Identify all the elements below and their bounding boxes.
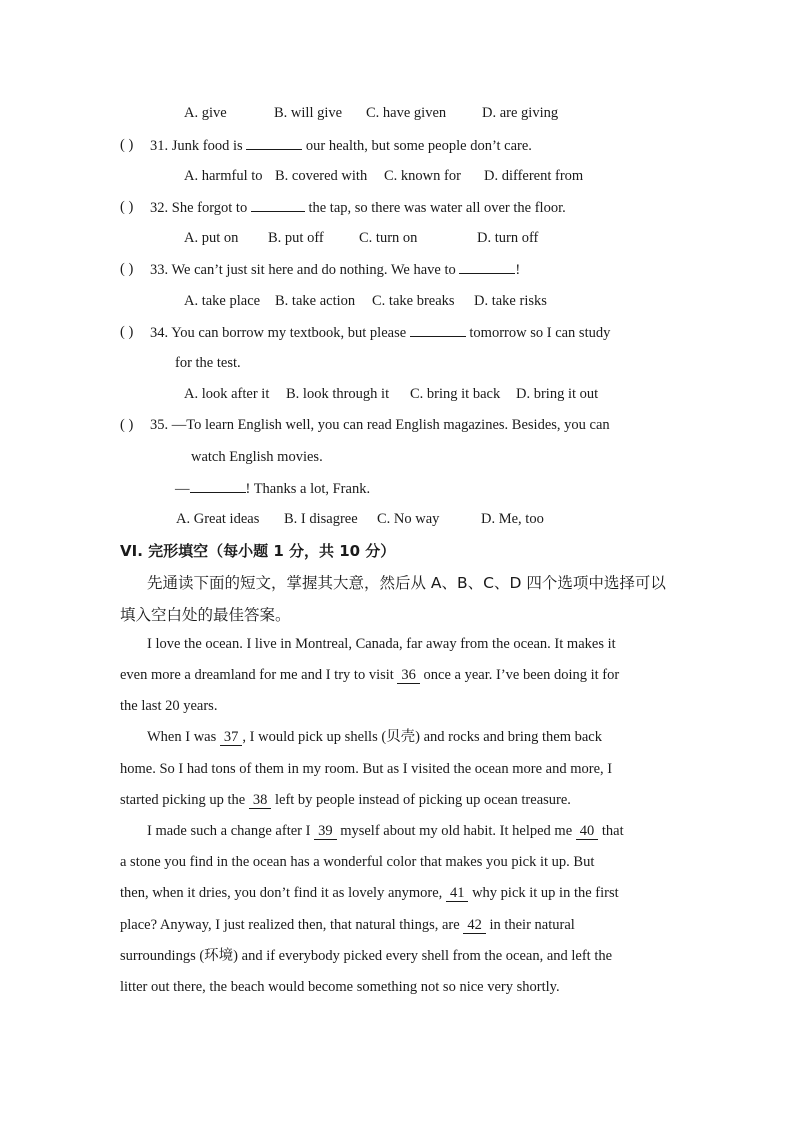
passage-text: once a year. I’ve been doing it for — [423, 667, 620, 683]
q34-option-d: D. bring it out — [516, 386, 599, 402]
question-32 — [150, 198, 566, 217]
q31-option-c: C. known for — [384, 168, 461, 184]
q30-option-b: B. will give — [274, 105, 343, 121]
passage-text: place? Anyway, I just realized then, that natural things, are — [120, 917, 460, 933]
question-33 — [150, 260, 520, 279]
answer-blank — [246, 136, 302, 150]
q30-option-a: A. give — [184, 105, 227, 121]
question-text: ! — [515, 262, 521, 278]
q33-option-d: D. take risks — [474, 293, 547, 309]
q31-option-a: A. harmful to — [184, 168, 263, 184]
question-number: 33. — [150, 262, 169, 278]
question-text: Junk food is — [171, 138, 243, 154]
passage-line: I love the ocean. I live in Montreal, Canada, far away from the ocean. It makes it — [147, 636, 616, 652]
q34-option-c: C. bring it back — [410, 386, 501, 402]
question-text: the tap, so there was water all over the floor. — [308, 200, 566, 216]
passage-line — [120, 791, 571, 809]
blank-number: 38 — [249, 793, 272, 809]
q33-option-b: B. take action — [275, 293, 356, 309]
q34-option-b: B. look through it — [286, 386, 390, 402]
q35-option-d: D. Me, too — [481, 511, 544, 527]
blank-number: 41 — [446, 886, 469, 902]
question-continuation: watch English movies. — [191, 449, 323, 465]
passage-text: then, when it dries, you don’t find it as lovely anymore, — [120, 885, 443, 901]
q34-option-a: A. look after it — [184, 386, 270, 402]
section-instruction: 先通读下面的短文，掌握其大意，然后从 A、B、C、D 四个选项中选择可以 — [147, 574, 666, 592]
q35-option-a: A. Great ideas — [176, 511, 260, 527]
answer-paren: ( ) — [120, 261, 134, 277]
question-number: 32. — [150, 200, 169, 216]
blank-number: 36 — [397, 668, 420, 684]
passage-text: I made such a change after I — [147, 823, 311, 839]
answer-blank — [459, 260, 515, 274]
q30-option-c: C. have given — [366, 105, 447, 121]
question-35-reply — [175, 479, 370, 498]
q32-option-d: D. turn off — [477, 230, 539, 246]
passage-text: started picking up the — [120, 792, 246, 808]
question-text: —To learn English well, you can read English magazines. Besides, you can — [171, 417, 610, 433]
reply-text: ! Thanks a lot, Frank. — [245, 481, 371, 497]
passage-line: surroundings (环境) and if everybody picked every shell from the ocean, and left the — [120, 948, 613, 964]
question-continuation: for the test. — [175, 355, 241, 371]
section-title: VI. 完形填空（每小题 1 分，共 10 分） — [120, 542, 396, 560]
q35-option-c: C. No way — [377, 511, 440, 527]
question-text: You can borrow my textbook, but please — [171, 325, 407, 341]
answer-blank — [251, 198, 305, 212]
passage-text: that — [601, 823, 624, 839]
passage-text: why pick it up in the first — [472, 885, 619, 901]
question-text: She forgot to — [171, 200, 248, 216]
dash: — — [175, 481, 190, 497]
question-text: We can’t just sit here and do nothing. We have to — [171, 262, 456, 278]
blank-number: 42 — [463, 918, 486, 934]
passage-line — [120, 916, 575, 934]
blank-number: 40 — [576, 824, 599, 840]
q32-option-b: B. put off — [268, 230, 324, 246]
question-34 — [150, 323, 610, 342]
q33-option-a: A. take place — [184, 293, 261, 309]
passage-text: left by people instead of picking up ocean treasure. — [274, 792, 571, 808]
question-31 — [150, 136, 532, 155]
q35-option-b: B. I disagree — [284, 511, 358, 527]
q31-option-d: D. different from — [484, 168, 584, 184]
q32-option-c: C. turn on — [359, 230, 418, 246]
passage-line — [120, 884, 619, 902]
section-instruction: 填入空白处的最佳答案。 — [120, 606, 291, 624]
question-number: 31. — [150, 138, 169, 154]
answer-paren: ( ) — [120, 417, 134, 433]
passage-line: home. So I had tons of them in my room. But as I visited the ocean more and more, I — [120, 761, 613, 777]
passage-text: in their natural — [489, 917, 575, 933]
passage-text: even more a dreamland for me and I try to visit — [120, 667, 394, 683]
passage-line: litter out there, the beach would become something not so nice very shortly. — [120, 979, 560, 995]
question-text: tomorrow so I can study — [469, 325, 611, 341]
q32-option-a: A. put on — [184, 230, 239, 246]
passage-line — [120, 666, 619, 684]
passage-text: When I was — [147, 729, 217, 745]
q31-option-b: B. covered with — [275, 168, 368, 184]
passage-line — [147, 728, 602, 746]
answer-blank — [190, 479, 246, 493]
answer-blank — [410, 323, 466, 337]
passage-text: myself about my old habit. It helped me — [340, 823, 573, 839]
passage-line: a stone you find in the ocean has a wonderful color that makes you pick it up. But — [120, 854, 595, 870]
q30-option-d: D. are giving — [482, 105, 559, 121]
blank-number: 37 — [220, 730, 243, 746]
blank-number: 39 — [314, 824, 337, 840]
answer-paren: ( ) — [120, 137, 134, 153]
q33-option-c: C. take breaks — [372, 293, 455, 309]
answer-paren: ( ) — [120, 324, 134, 340]
passage-line: the last 20 years. — [120, 698, 218, 714]
question-number: 35. — [150, 417, 169, 433]
question-35 — [150, 416, 610, 434]
passage-line — [147, 822, 624, 840]
answer-paren: ( ) — [120, 199, 134, 215]
question-number: 34. — [150, 325, 169, 341]
passage-text: , I would pick up shells (贝壳) and rocks and bring them back — [242, 729, 602, 745]
question-text: our health, but some people don’t care. — [305, 138, 532, 154]
